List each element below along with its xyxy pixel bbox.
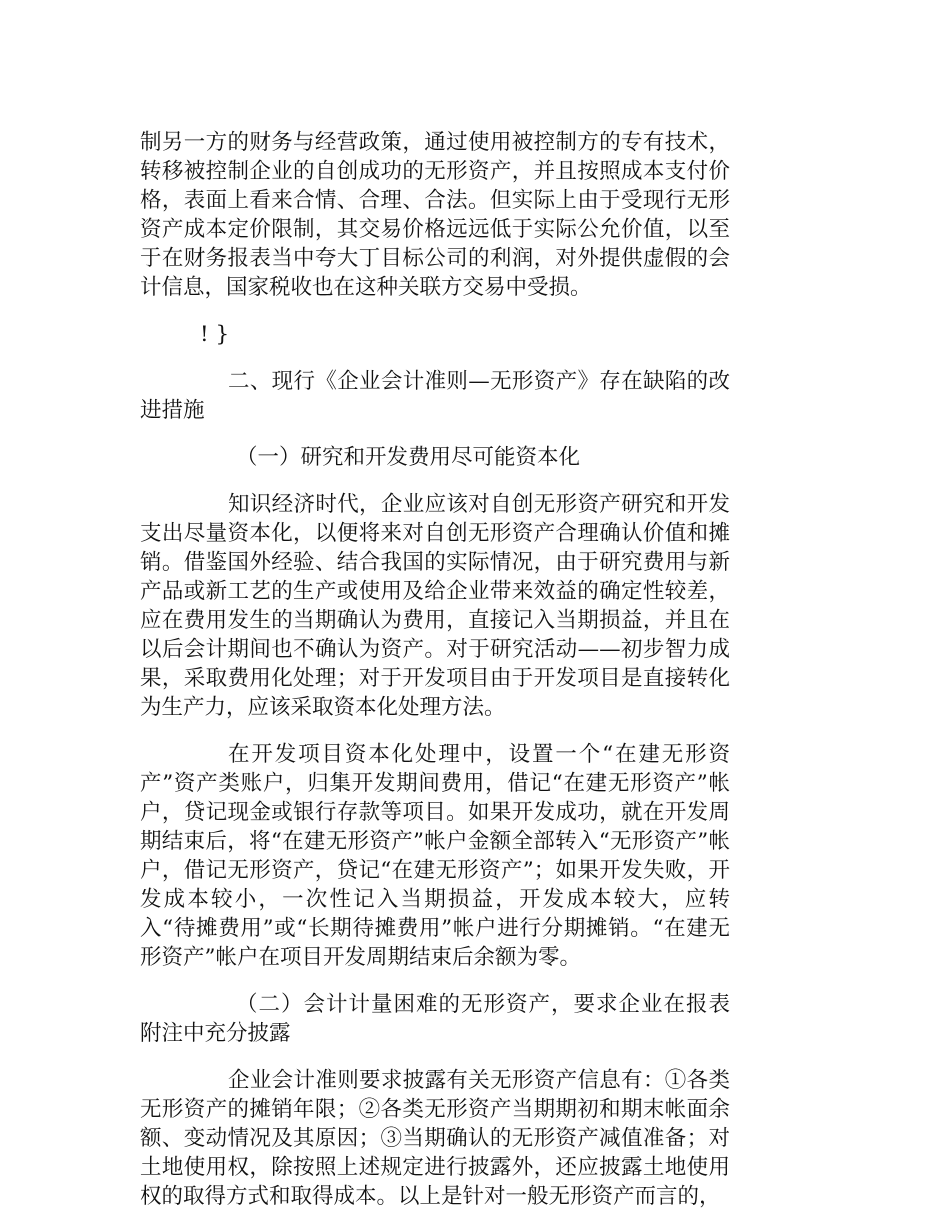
body-paragraph-1: 制另一方的财务与经营政策，通过使用被控制方的专有技术，转移被控制企业的自创成功的无形资产，并且按照成本支付价格，表面上看来合情、合理、合法。但实际上由于受现行无形资产成本定价限制，其交易价格远远低于实际公允价值，以至于在财务报表当中夸大丁目标公司的利润，对外提供虚假的会计信息，国家税收也在这种关联方交易中受损。 (140, 130, 730, 300)
document-page (140, 128, 730, 1229)
body-paragraph-2: 知识经济时代，企业应该对自创无形资产研究和开发支出尽量资本化，以便将来对自创无形资产合理确认价值和摊销。借鉴国外经验、结合我国的实际情况，由于研究费用与新产品或新工艺的生产或使用及给企业带来效益的确定性较差，应在费用发生的当期确认为费用，直接记入当期损益，并且在以后会计期间也不确认为资产。对于研究活动——初步智力成果，采取费用化处理；对于开发项目由于开发项目是直接转化为生产力，应该采取资本化处理方法。 (140, 492, 730, 720)
section-heading: 二、现行《企业会计准则—无形资产》存在缺陷的改进措施 (140, 369, 730, 423)
body-paragraph-3: 在开发项目资本化处理中，设置一个“在建无形资产”资产类账户，归集开发期间费用，借记“在建无形资产”帐户，贷记现金或银行存款等项目。如果开发成功，就在开发周期结束后，将“在建无形资产”帐户金额全部转入“无形资产”帐户，借记无形资产，贷记“在建无形资产”；如果开发失败，开发成本较小，一次性记入当期损益，开发成本较大，应转入“待摊费用”或“长期待摊费用”帐户进行分期摊销。“在建无形资产”帐户在项目开发周期结束后余额为零。 (140, 742, 730, 970)
body-paragraph-4: 企业会计准则要求披露有关无形资产信息有：①各类无形资产的摊销年限；②各类无形资产当期期初和期末帐面余额、变动情况及其原因；③当期确认的无形资产减值准备；对土地使用权，除按照上述规定进行披露外，还应披露土地使用权的取得方式和取得成本。以上是针对一般无形资产而言的， (140, 1068, 730, 1209)
subsection-heading-1: （一）研究和开发费用尽可能资本化 (236, 445, 581, 470)
subsection-heading-2: （二）会计计量困难的无形资产，要求企业在报表附注中充分披露 (140, 992, 730, 1046)
stray-mark: ! } (200, 322, 230, 347)
